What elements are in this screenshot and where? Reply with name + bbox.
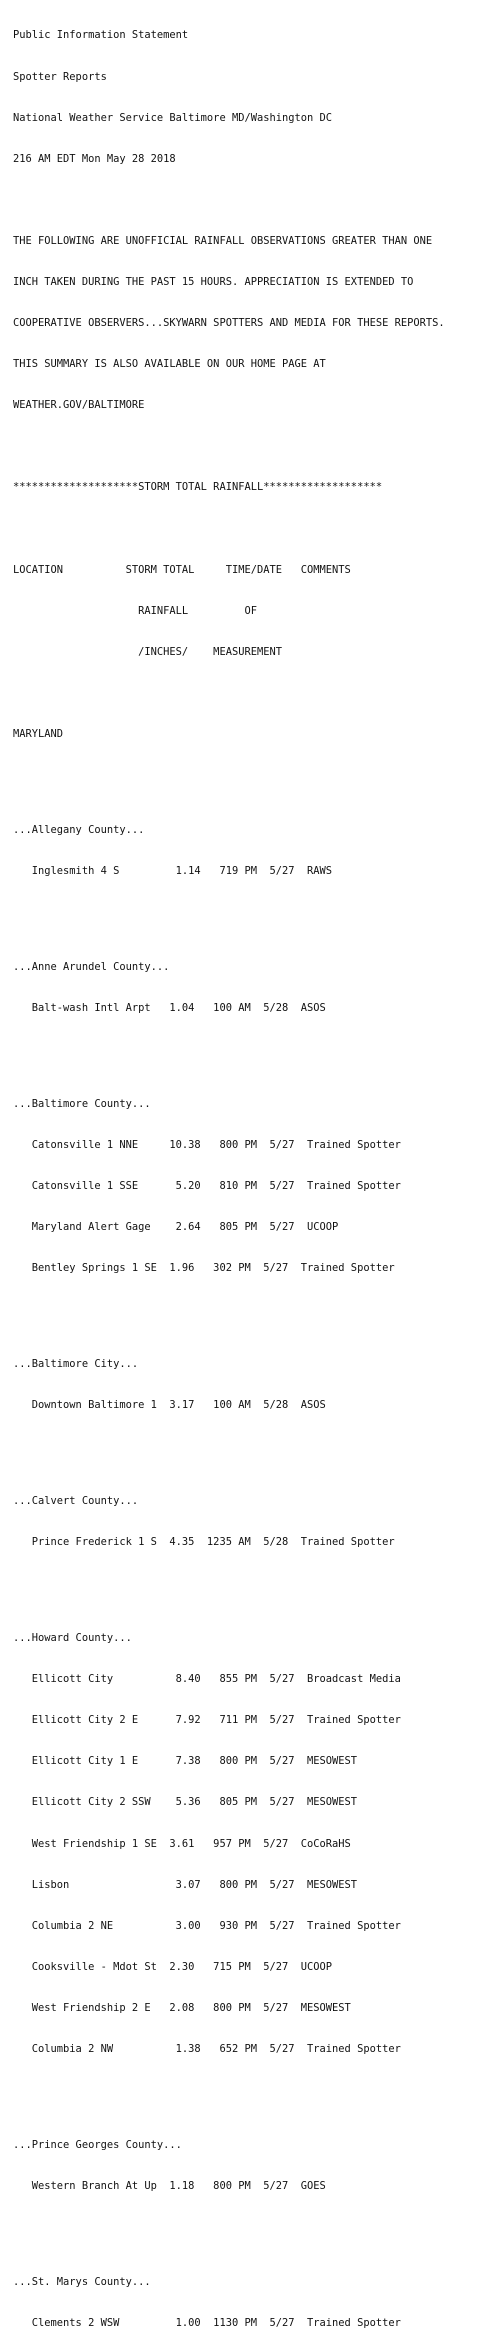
report-row: Maryland Alert Gage 2.64 805 PM 5/27 UCOOP	[13, 1221, 339, 1234]
intro-line: THIS SUMMARY IS ALSO AVAILABLE ON OUR HOME PAGE AT	[13, 358, 326, 371]
report-row: Prince Frederick 1 S 4.35 1235 AM 5/28 Trained Spotter	[13, 1536, 395, 1549]
report-row: Balt-wash Intl Arpt 1.04 100 AM 5/28 ASOS	[13, 1001, 326, 1014]
issue-time: 216 AM EDT Mon May 28 2018	[13, 152, 176, 165]
blank-line	[13, 523, 485, 537]
county-heading: ...St. Marys County...	[13, 2275, 151, 2288]
intro-line: THE FOLLOWING ARE UNOFFICIAL RAINFALL OBSERVATIONS GREATER THAN ONE	[13, 234, 433, 247]
county-heading: ...Baltimore City...	[13, 1358, 139, 1371]
blank-line	[13, 2084, 485, 2098]
blank-line	[13, 769, 485, 783]
report-row: Lisbon 3.07 800 PM 5/27 MESOWEST	[13, 1878, 358, 1891]
blank-line	[13, 1303, 485, 1317]
column-header: RAINFALL OF	[13, 604, 257, 617]
statement-title: Public Information Statement	[13, 29, 189, 42]
report-row: Catonsville 1 SSE 5.20 810 PM 5/27 Trained Spotter	[13, 1180, 401, 1193]
intro-line: WEATHER.GOV/BALTIMORE	[13, 399, 145, 412]
report-row: Cooksville - Mdot St 2.30 715 PM 5/27 UCOOP	[13, 1960, 333, 1973]
report-row: Ellicott City 2 E 7.92 711 PM 5/27 Trained Spotter	[13, 1714, 401, 1727]
county-heading: ...Anne Arundel County...	[13, 960, 170, 973]
report-row: Ellicott City 2 SSW 5.36 805 PM 5/27 MESOWEST	[13, 1796, 358, 1809]
report-row: Catonsville 1 NNE 10.38 800 PM 5/27 Trained Spotter	[13, 1138, 401, 1151]
storm-total-banner: ********************STORM TOTAL RAINFALL*******************	[13, 481, 383, 494]
report-row: Bentley Springs 1 SE 1.96 302 PM 5/27 Trained Spotter	[13, 1262, 395, 1275]
blank-line	[13, 1577, 485, 1591]
report-row: Western Branch At Up 1.18 800 PM 5/27 GOES	[13, 2180, 326, 2193]
blank-line	[13, 2221, 485, 2235]
report-row: Ellicott City 8.40 855 PM 5/27 Broadcast Media	[13, 1673, 401, 1686]
county-heading: ...Calvert County...	[13, 1495, 139, 1508]
county-heading: ...Prince Georges County...	[13, 2138, 182, 2151]
report-row: Columbia 2 NW 1.38 652 PM 5/27 Trained Spotter	[13, 2043, 401, 2056]
column-header: /INCHES/ MEASUREMENT	[13, 645, 282, 658]
county-heading: ...Allegany County...	[13, 823, 145, 836]
blank-line	[13, 440, 485, 454]
blank-line	[13, 687, 485, 701]
report-row: Inglesmith 4 S 1.14 719 PM 5/27 RAWS	[13, 864, 333, 877]
blank-line	[13, 194, 485, 208]
statement-subtitle: Spotter Reports	[13, 70, 107, 83]
report-row: Columbia 2 NE 3.00 930 PM 5/27 Trained Spotter	[13, 1919, 401, 1932]
report-row: West Friendship 1 SE 3.61 957 PM 5/27 CoCoRaHS	[13, 1837, 351, 1850]
issuing-office: National Weather Service Baltimore MD/Washington DC	[13, 111, 333, 124]
report-row: Clements 2 WSW 1.00 1130 PM 5/27 Trained Spotter	[13, 2317, 401, 2329]
blank-line	[13, 1440, 485, 1454]
report-row: Ellicott City 1 E 7.38 800 PM 5/27 MESOWEST	[13, 1755, 358, 1768]
intro-line: COOPERATIVE OBSERVERS...SKYWARN SPOTTERS AND MEDIA FOR THESE REPORTS.	[13, 317, 445, 330]
intro-line: INCH TAKEN DURING THE PAST 15 HOURS. APPRECIATION IS EXTENDED TO	[13, 275, 414, 288]
county-heading: ...Howard County...	[13, 1632, 132, 1645]
blank-line	[13, 906, 485, 920]
column-header: LOCATION STORM TOTAL TIME/DATE COMMENTS	[13, 563, 351, 576]
blank-line	[13, 1043, 485, 1057]
report-row: West Friendship 2 E 2.08 800 PM 5/27 MESOWEST	[13, 2001, 351, 2014]
state-heading: MARYLAND	[13, 728, 64, 740]
county-heading: ...Baltimore County...	[13, 1097, 151, 1110]
report-row: Downtown Baltimore 1 3.17 100 AM 5/28 ASOS	[13, 1399, 326, 1412]
